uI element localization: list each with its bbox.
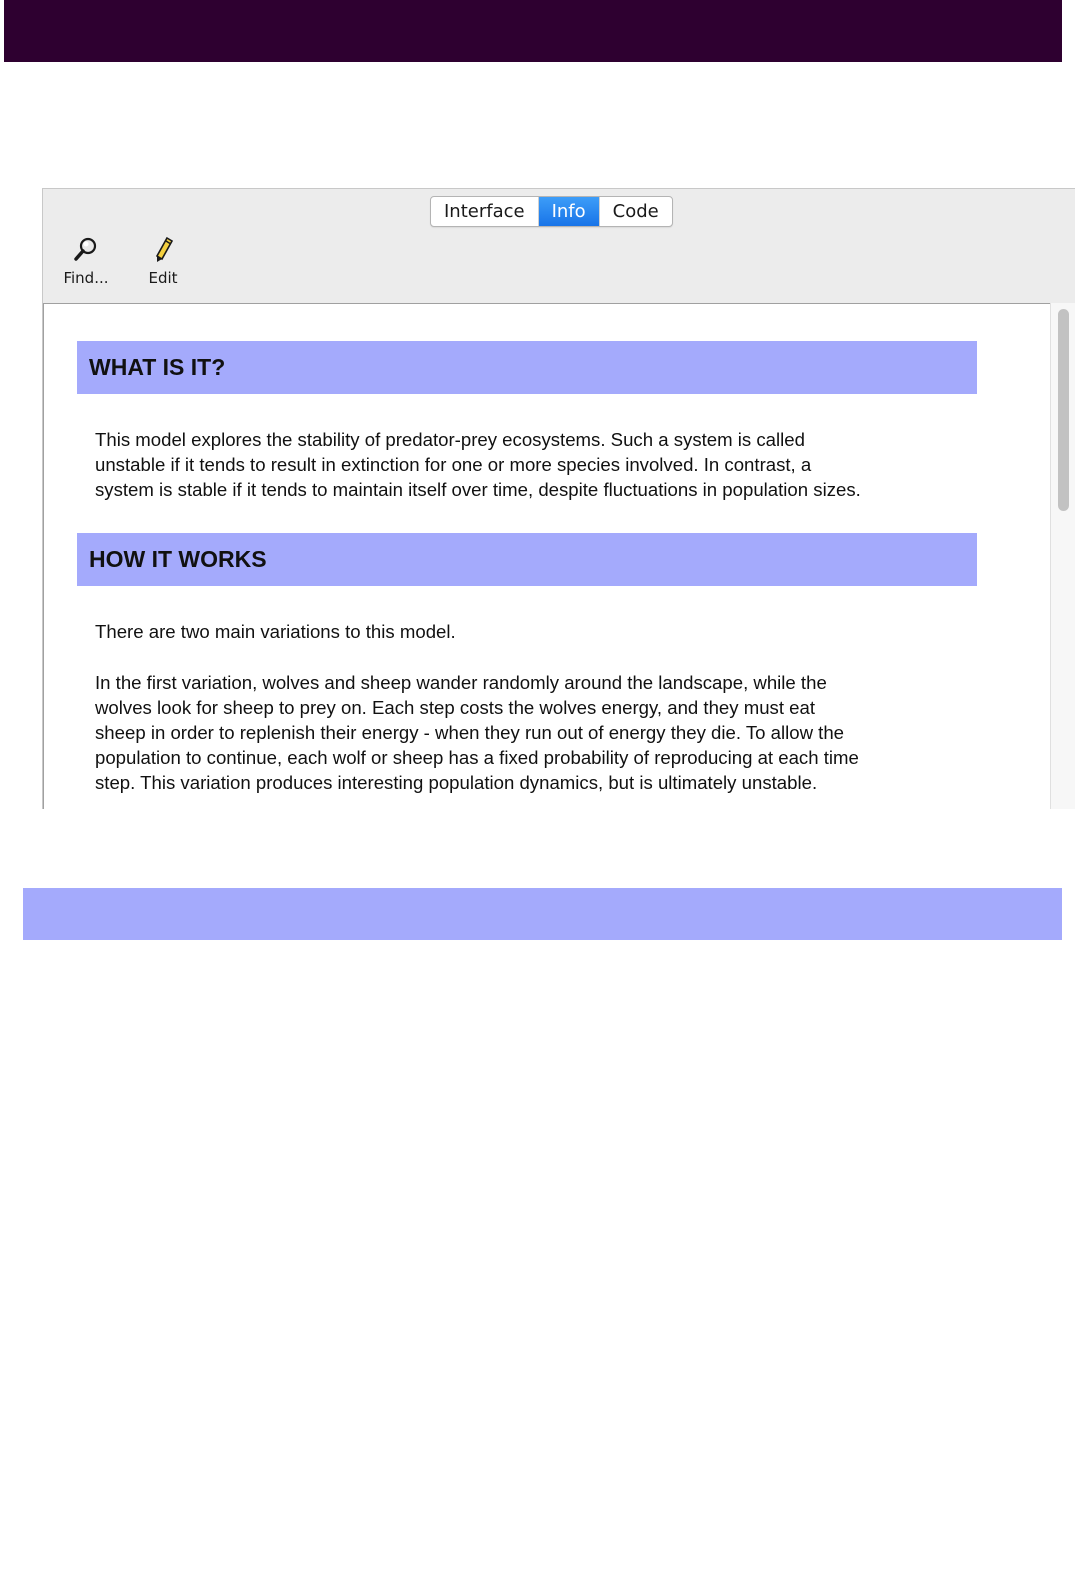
tab-info[interactable]: Info (539, 197, 600, 226)
text-line: population to continue, each wolf or sheep has a fixed probability of reproducing at each time (95, 747, 859, 768)
edit-label: Edit (148, 269, 178, 287)
find-label: Find... (63, 269, 109, 287)
text-line: unstable if it tends to result in extinction for one or more species involved. In contrast, a (95, 454, 812, 475)
text-line: wolves look for sheep to prey on. Each step costs the wolves energy, and they must eat (95, 697, 816, 718)
info-content[interactable] (43, 303, 1051, 809)
text-line: sheep in order to replenish their energy - when they run out of energy they die. To allow the (95, 722, 845, 743)
how-it-works-paragraph-2 (95, 670, 975, 795)
pencil-icon (149, 235, 177, 263)
scrollbar-thumb[interactable] (1058, 309, 1069, 511)
tab-code[interactable]: Code (612, 201, 659, 222)
tab-interface[interactable]: Interface (431, 197, 539, 226)
find-button[interactable] (61, 235, 111, 287)
how-it-works-paragraph-1: There are two main variations to this model. (95, 621, 456, 642)
text-line: This model explores the stability of predator-prey ecosystems. Such a system is called (95, 429, 805, 450)
vertical-scrollbar[interactable] (1050, 303, 1075, 809)
bottom-highlight-band (23, 888, 1062, 940)
text-line: In the first variation, wolves and sheep wander randomly around the landscape, while the (95, 672, 827, 693)
edit-button[interactable] (143, 235, 183, 287)
text-line: step. This variation produces interesting population dynamics, but is ultimately unstable. (95, 772, 818, 793)
tab-bar (430, 196, 673, 227)
top-banner (4, 0, 1062, 62)
section-heading-what-is-it: WHAT IS IT? (77, 341, 977, 394)
magnifier-icon (72, 235, 100, 263)
section-heading-how-it-works: HOW IT WORKS (77, 533, 977, 586)
text-line: system is stable if it tends to maintain itself over time, despite fluctuations in population sizes. (95, 479, 861, 500)
netlogo-window (42, 188, 1075, 809)
what-is-it-paragraph (95, 427, 975, 502)
